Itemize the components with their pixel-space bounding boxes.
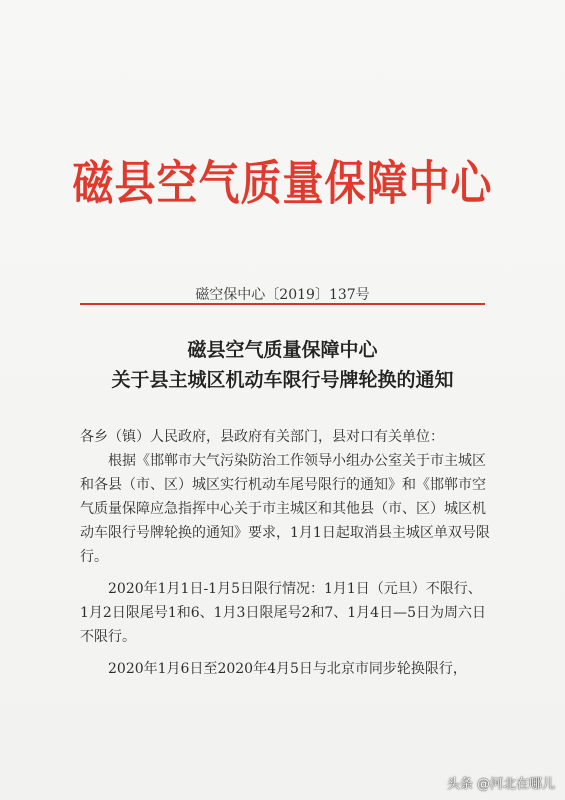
notice-title [0,335,565,395]
paragraph-1: 根据《邯郸市大气污染防治工作领导小组办公室关于市主城区和各县（市、区）城区实行机动车尾号限行的通知》和《邯郸市空气质量保障应急指挥中心关于市主城区和其他县（市、区）城区机动车限行号牌轮换的通知》要求，1月1日起取消县主城区单双号限行。 [80,453,490,565]
org-header-title: 磁县空气质量保障中心 [72,155,493,212]
document-number: 磁空保中心〔2019〕137号 [195,287,370,303]
paragraph-2: 2020年1月1日-1月5日限行情况：1月1日（元旦）不限行、1月2日限尾号1和6、1月3日限尾号2和7、1月4日—5日为周六日不限行。 [80,581,486,645]
notice-title-line1: 磁县空气质量保障中心 [187,339,378,361]
notice-title-line2: 关于县主城区机动车限行号牌轮换的通知 [111,369,454,391]
notice-body [80,425,490,681]
paragraph-3: 2020年1月6日至2020年4月5日与北京市同步轮换限行， [108,661,467,677]
source-watermark: 头条 @河北在哪儿 [446,777,555,792]
salutation: 各乡（镇）人民政府，县政府有关部门，县对口有关单位： [80,429,444,445]
red-divider-line [80,303,485,305]
